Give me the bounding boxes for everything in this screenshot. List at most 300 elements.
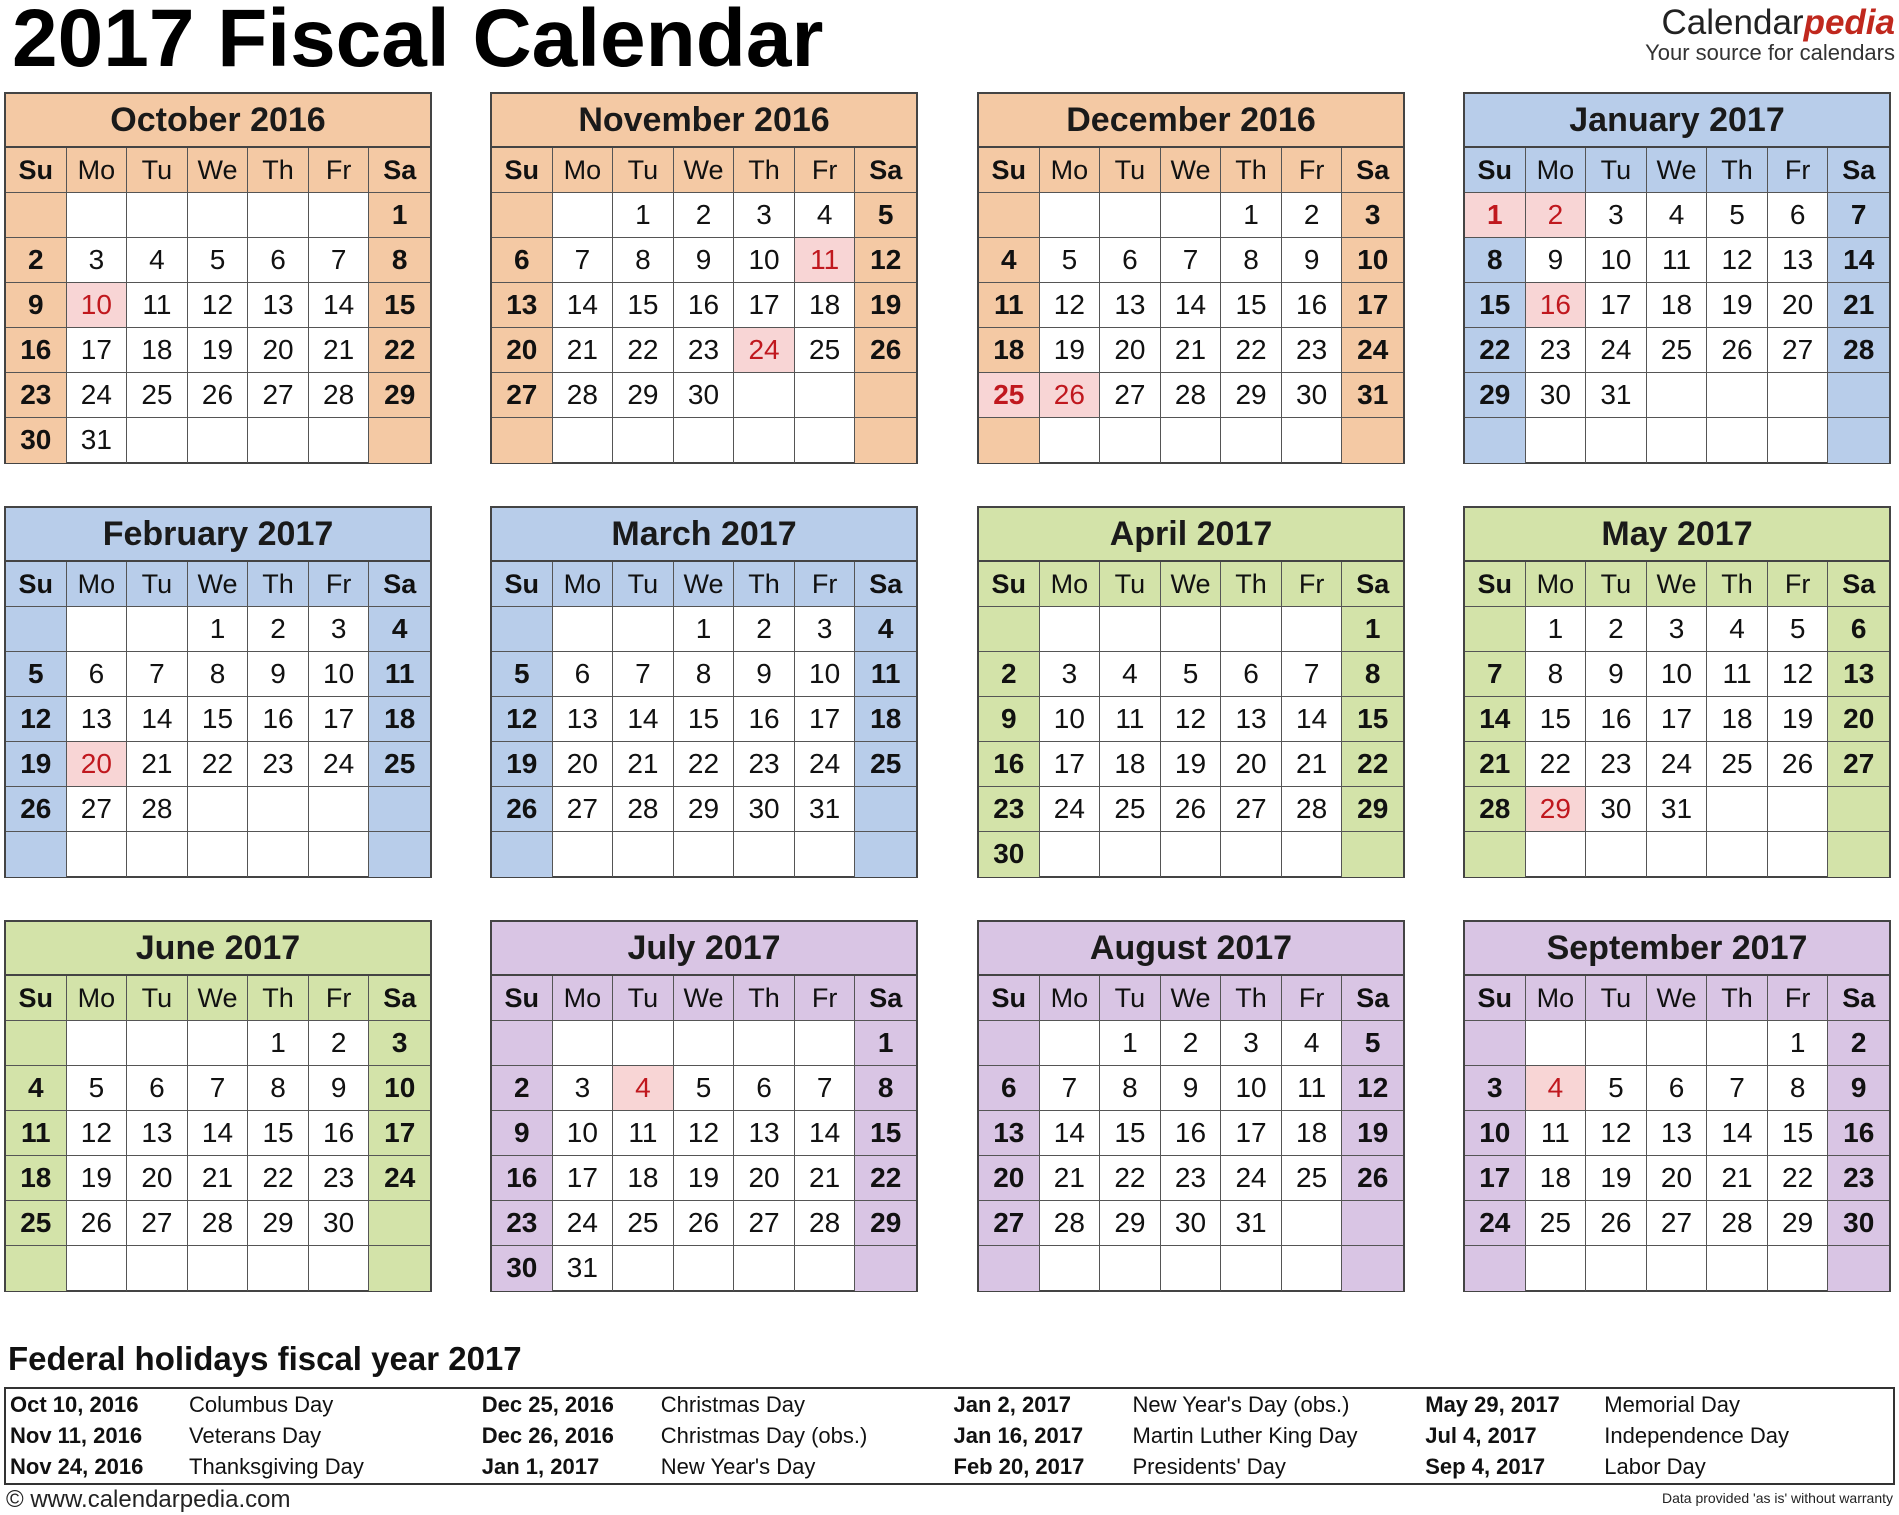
day-cell[interactable]: 14 <box>309 283 370 328</box>
day-cell[interactable]: 5 <box>1586 1066 1647 1111</box>
day-cell[interactable]: 2 <box>1828 1021 1889 1066</box>
day-cell[interactable]: 8 <box>188 652 249 697</box>
day-cell[interactable]: 13 <box>553 697 614 742</box>
day-cell[interactable]: 15 <box>613 283 674 328</box>
day-cell[interactable]: 23 <box>1586 742 1647 787</box>
day-cell[interactable]: 22 <box>1100 1156 1161 1201</box>
day-cell[interactable]: 23 <box>979 787 1040 832</box>
day-cell[interactable]: 15 <box>1768 1111 1829 1156</box>
day-cell[interactable]: 28 <box>1040 1201 1101 1246</box>
day-cell[interactable]: 27 <box>979 1201 1040 1246</box>
day-cell[interactable]: 28 <box>1707 1201 1768 1246</box>
day-cell[interactable]: 21 <box>1161 328 1222 373</box>
day-cell[interactable]: 7 <box>1707 1066 1768 1111</box>
day-cell[interactable]: 29 <box>1768 1201 1829 1246</box>
day-cell[interactable]: 23 <box>1828 1156 1889 1201</box>
day-cell[interactable]: 7 <box>1040 1066 1101 1111</box>
day-cell[interactable]: 22 <box>188 742 249 787</box>
day-cell[interactable]: 14 <box>1161 283 1222 328</box>
day-cell[interactable]: 22 <box>1768 1156 1829 1201</box>
day-cell[interactable]: 1 <box>1526 607 1587 652</box>
day-cell[interactable]: 1 <box>1465 193 1526 238</box>
day-cell[interactable]: 7 <box>1465 652 1526 697</box>
day-cell[interactable]: 15 <box>248 1111 309 1156</box>
day-cell[interactable]: 22 <box>1465 328 1526 373</box>
day-cell[interactable]: 6 <box>1828 607 1889 652</box>
day-cell[interactable]: 2 <box>1526 193 1587 238</box>
day-cell[interactable]: 24 <box>734 328 795 373</box>
brand-logo[interactable] <box>1645 4 1895 64</box>
day-cell[interactable]: 31 <box>553 1246 614 1291</box>
day-cell[interactable]: 5 <box>1161 652 1222 697</box>
day-cell[interactable]: 11 <box>1100 697 1161 742</box>
day-cell[interactable]: 27 <box>67 787 128 832</box>
day-cell[interactable]: 7 <box>1282 652 1343 697</box>
day-cell[interactable]: 12 <box>1342 1066 1403 1111</box>
day-cell[interactable]: 24 <box>553 1201 614 1246</box>
day-cell[interactable]: 21 <box>1707 1156 1768 1201</box>
day-cell[interactable]: 4 <box>127 238 188 283</box>
day-cell[interactable]: 5 <box>855 193 916 238</box>
day-cell[interactable]: 27 <box>734 1201 795 1246</box>
day-cell[interactable]: 18 <box>369 697 430 742</box>
day-cell[interactable]: 26 <box>674 1201 735 1246</box>
day-cell[interactable]: 7 <box>795 1066 856 1111</box>
day-cell[interactable]: 3 <box>553 1066 614 1111</box>
day-cell[interactable]: 9 <box>1828 1066 1889 1111</box>
day-cell[interactable]: 7 <box>127 652 188 697</box>
day-cell[interactable]: 25 <box>6 1201 67 1246</box>
day-cell[interactable]: 14 <box>188 1111 249 1156</box>
day-cell[interactable]: 22 <box>1221 328 1282 373</box>
day-cell[interactable]: 8 <box>1526 652 1587 697</box>
day-cell[interactable]: 21 <box>795 1156 856 1201</box>
day-cell[interactable]: 10 <box>1465 1111 1526 1156</box>
day-cell[interactable]: 3 <box>1465 1066 1526 1111</box>
day-cell[interactable]: 26 <box>492 787 553 832</box>
day-cell[interactable]: 30 <box>979 832 1040 877</box>
day-cell[interactable]: 3 <box>1647 607 1708 652</box>
day-cell[interactable]: 19 <box>1161 742 1222 787</box>
day-cell[interactable]: 8 <box>1768 1066 1829 1111</box>
day-cell[interactable]: 9 <box>734 652 795 697</box>
day-cell[interactable]: 9 <box>1161 1066 1222 1111</box>
day-cell[interactable]: 19 <box>188 328 249 373</box>
day-cell[interactable]: 11 <box>979 283 1040 328</box>
day-cell[interactable]: 20 <box>1100 328 1161 373</box>
day-cell[interactable]: 4 <box>979 238 1040 283</box>
day-cell[interactable]: 20 <box>1647 1156 1708 1201</box>
day-cell[interactable]: 24 <box>1342 328 1403 373</box>
day-cell[interactable]: 4 <box>613 1066 674 1111</box>
day-cell[interactable]: 24 <box>1586 328 1647 373</box>
day-cell[interactable]: 8 <box>369 238 430 283</box>
day-cell[interactable]: 5 <box>674 1066 735 1111</box>
day-cell[interactable]: 25 <box>795 328 856 373</box>
day-cell[interactable]: 5 <box>492 652 553 697</box>
day-cell[interactable]: 5 <box>67 1066 128 1111</box>
day-cell[interactable]: 1 <box>674 607 735 652</box>
day-cell[interactable]: 3 <box>1586 193 1647 238</box>
day-cell[interactable]: 30 <box>6 418 67 463</box>
day-cell[interactable]: 23 <box>1161 1156 1222 1201</box>
day-cell[interactable]: 10 <box>795 652 856 697</box>
day-cell[interactable]: 11 <box>1707 652 1768 697</box>
day-cell[interactable]: 15 <box>1221 283 1282 328</box>
day-cell[interactable]: 18 <box>979 328 1040 373</box>
day-cell[interactable]: 12 <box>1707 238 1768 283</box>
day-cell[interactable]: 23 <box>6 373 67 418</box>
day-cell[interactable]: 25 <box>1647 328 1708 373</box>
day-cell[interactable]: 18 <box>6 1156 67 1201</box>
day-cell[interactable]: 16 <box>492 1156 553 1201</box>
day-cell[interactable]: 15 <box>1100 1111 1161 1156</box>
day-cell[interactable]: 6 <box>979 1066 1040 1111</box>
day-cell[interactable]: 25 <box>1282 1156 1343 1201</box>
day-cell[interactable]: 10 <box>67 283 128 328</box>
day-cell[interactable]: 29 <box>1221 373 1282 418</box>
day-cell[interactable]: 4 <box>6 1066 67 1111</box>
day-cell[interactable]: 29 <box>674 787 735 832</box>
day-cell[interactable]: 2 <box>1282 193 1343 238</box>
day-cell[interactable]: 5 <box>6 652 67 697</box>
day-cell[interactable]: 4 <box>1526 1066 1587 1111</box>
day-cell[interactable]: 18 <box>795 283 856 328</box>
day-cell[interactable]: 21 <box>1465 742 1526 787</box>
day-cell[interactable]: 31 <box>1221 1201 1282 1246</box>
day-cell[interactable]: 6 <box>1647 1066 1708 1111</box>
day-cell[interactable]: 1 <box>1100 1021 1161 1066</box>
day-cell[interactable]: 13 <box>492 283 553 328</box>
day-cell[interactable]: 22 <box>1526 742 1587 787</box>
day-cell[interactable]: 25 <box>979 373 1040 418</box>
day-cell[interactable]: 1 <box>248 1021 309 1066</box>
day-cell[interactable]: 29 <box>1100 1201 1161 1246</box>
day-cell[interactable]: 17 <box>1465 1156 1526 1201</box>
day-cell[interactable]: 30 <box>309 1201 370 1246</box>
day-cell[interactable]: 10 <box>369 1066 430 1111</box>
day-cell[interactable]: 29 <box>1526 787 1587 832</box>
day-cell[interactable]: 30 <box>734 787 795 832</box>
day-cell[interactable]: 3 <box>1221 1021 1282 1066</box>
day-cell[interactable]: 4 <box>1647 193 1708 238</box>
day-cell[interactable]: 17 <box>369 1111 430 1156</box>
day-cell[interactable]: 6 <box>1768 193 1829 238</box>
day-cell[interactable]: 18 <box>613 1156 674 1201</box>
day-cell[interactable]: 19 <box>6 742 67 787</box>
day-cell[interactable]: 2 <box>979 652 1040 697</box>
day-cell[interactable]: 11 <box>613 1111 674 1156</box>
day-cell[interactable]: 6 <box>734 1066 795 1111</box>
day-cell[interactable]: 25 <box>127 373 188 418</box>
day-cell[interactable]: 22 <box>1342 742 1403 787</box>
day-cell[interactable]: 7 <box>553 238 614 283</box>
day-cell[interactable]: 16 <box>6 328 67 373</box>
day-cell[interactable]: 25 <box>1526 1201 1587 1246</box>
day-cell[interactable]: 16 <box>309 1111 370 1156</box>
day-cell[interactable]: 22 <box>613 328 674 373</box>
day-cell[interactable]: 20 <box>1221 742 1282 787</box>
day-cell[interactable]: 17 <box>1586 283 1647 328</box>
day-cell[interactable]: 28 <box>553 373 614 418</box>
day-cell[interactable]: 10 <box>553 1111 614 1156</box>
day-cell[interactable]: 1 <box>855 1021 916 1066</box>
day-cell[interactable]: 29 <box>1465 373 1526 418</box>
day-cell[interactable]: 20 <box>979 1156 1040 1201</box>
day-cell[interactable]: 26 <box>188 373 249 418</box>
day-cell[interactable]: 5 <box>1768 607 1829 652</box>
day-cell[interactable]: 3 <box>1342 193 1403 238</box>
day-cell[interactable]: 18 <box>1282 1111 1343 1156</box>
day-cell[interactable]: 6 <box>492 238 553 283</box>
day-cell[interactable]: 14 <box>1707 1111 1768 1156</box>
footer-copyright[interactable]: © www.calendarpedia.com <box>6 1486 291 1513</box>
day-cell[interactable]: 6 <box>1100 238 1161 283</box>
day-cell[interactable]: 17 <box>1221 1111 1282 1156</box>
day-cell[interactable]: 10 <box>1647 652 1708 697</box>
day-cell[interactable]: 28 <box>613 787 674 832</box>
day-cell[interactable]: 26 <box>1586 1201 1647 1246</box>
day-cell[interactable]: 7 <box>188 1066 249 1111</box>
day-cell[interactable]: 30 <box>1161 1201 1222 1246</box>
day-cell[interactable]: 25 <box>855 742 916 787</box>
day-cell[interactable]: 23 <box>674 328 735 373</box>
day-cell[interactable]: 3 <box>795 607 856 652</box>
day-cell[interactable]: 7 <box>309 238 370 283</box>
day-cell[interactable]: 15 <box>1526 697 1587 742</box>
day-cell[interactable]: 23 <box>734 742 795 787</box>
day-cell[interactable]: 8 <box>248 1066 309 1111</box>
day-cell[interactable]: 9 <box>6 283 67 328</box>
day-cell[interactable]: 26 <box>855 328 916 373</box>
day-cell[interactable]: 10 <box>1040 697 1101 742</box>
day-cell[interactable]: 27 <box>1828 742 1889 787</box>
day-cell[interactable]: 13 <box>979 1111 1040 1156</box>
day-cell[interactable]: 19 <box>67 1156 128 1201</box>
day-cell[interactable]: 19 <box>1707 283 1768 328</box>
day-cell[interactable]: 8 <box>674 652 735 697</box>
day-cell[interactable]: 18 <box>1526 1156 1587 1201</box>
day-cell[interactable]: 1 <box>1342 607 1403 652</box>
day-cell[interactable]: 9 <box>309 1066 370 1111</box>
day-cell[interactable]: 10 <box>1221 1066 1282 1111</box>
day-cell[interactable]: 26 <box>67 1201 128 1246</box>
day-cell[interactable]: 10 <box>309 652 370 697</box>
day-cell[interactable]: 8 <box>613 238 674 283</box>
day-cell[interactable]: 19 <box>492 742 553 787</box>
day-cell[interactable]: 27 <box>1647 1201 1708 1246</box>
day-cell[interactable]: 2 <box>674 193 735 238</box>
day-cell[interactable]: 7 <box>1828 193 1889 238</box>
day-cell[interactable]: 18 <box>1647 283 1708 328</box>
day-cell[interactable]: 12 <box>67 1111 128 1156</box>
day-cell[interactable]: 2 <box>734 607 795 652</box>
day-cell[interactable]: 1 <box>1221 193 1282 238</box>
day-cell[interactable]: 29 <box>248 1201 309 1246</box>
day-cell[interactable]: 3 <box>309 607 370 652</box>
day-cell[interactable]: 8 <box>1221 238 1282 283</box>
day-cell[interactable]: 23 <box>492 1201 553 1246</box>
day-cell[interactable]: 4 <box>795 193 856 238</box>
day-cell[interactable]: 15 <box>369 283 430 328</box>
day-cell[interactable]: 25 <box>369 742 430 787</box>
day-cell[interactable]: 30 <box>1526 373 1587 418</box>
day-cell[interactable]: 16 <box>1526 283 1587 328</box>
day-cell[interactable]: 26 <box>1342 1156 1403 1201</box>
day-cell[interactable]: 30 <box>1828 1201 1889 1246</box>
day-cell[interactable]: 28 <box>1828 328 1889 373</box>
day-cell[interactable]: 27 <box>492 373 553 418</box>
day-cell[interactable]: 5 <box>1707 193 1768 238</box>
day-cell[interactable]: 13 <box>127 1111 188 1156</box>
day-cell[interactable]: 9 <box>1282 238 1343 283</box>
day-cell[interactable]: 2 <box>1586 607 1647 652</box>
day-cell[interactable]: 17 <box>309 697 370 742</box>
day-cell[interactable]: 13 <box>67 697 128 742</box>
day-cell[interactable]: 17 <box>734 283 795 328</box>
day-cell[interactable]: 15 <box>1465 283 1526 328</box>
day-cell[interactable]: 3 <box>734 193 795 238</box>
day-cell[interactable]: 20 <box>734 1156 795 1201</box>
day-cell[interactable]: 10 <box>1586 238 1647 283</box>
day-cell[interactable]: 1 <box>613 193 674 238</box>
day-cell[interactable]: 27 <box>553 787 614 832</box>
day-cell[interactable]: 26 <box>6 787 67 832</box>
day-cell[interactable]: 17 <box>553 1156 614 1201</box>
day-cell[interactable]: 30 <box>1282 373 1343 418</box>
day-cell[interactable]: 20 <box>1768 283 1829 328</box>
day-cell[interactable]: 12 <box>1161 697 1222 742</box>
day-cell[interactable]: 1 <box>369 193 430 238</box>
day-cell[interactable]: 9 <box>1526 238 1587 283</box>
day-cell[interactable]: 28 <box>1282 787 1343 832</box>
day-cell[interactable]: 4 <box>1707 607 1768 652</box>
day-cell[interactable]: 17 <box>795 697 856 742</box>
day-cell[interactable]: 2 <box>1161 1021 1222 1066</box>
day-cell[interactable]: 25 <box>1100 787 1161 832</box>
day-cell[interactable]: 14 <box>127 697 188 742</box>
day-cell[interactable]: 6 <box>127 1066 188 1111</box>
day-cell[interactable]: 29 <box>855 1201 916 1246</box>
day-cell[interactable]: 11 <box>6 1111 67 1156</box>
day-cell[interactable]: 11 <box>855 652 916 697</box>
day-cell[interactable]: 16 <box>1161 1111 1222 1156</box>
day-cell[interactable]: 20 <box>67 742 128 787</box>
day-cell[interactable]: 7 <box>613 652 674 697</box>
day-cell[interactable]: 12 <box>855 238 916 283</box>
day-cell[interactable]: 8 <box>855 1066 916 1111</box>
day-cell[interactable]: 30 <box>1586 787 1647 832</box>
day-cell[interactable]: 14 <box>795 1111 856 1156</box>
day-cell[interactable]: 27 <box>1100 373 1161 418</box>
day-cell[interactable]: 6 <box>1221 652 1282 697</box>
day-cell[interactable]: 8 <box>1465 238 1526 283</box>
day-cell[interactable]: 14 <box>1282 697 1343 742</box>
day-cell[interactable]: 13 <box>1647 1111 1708 1156</box>
day-cell[interactable]: 26 <box>1161 787 1222 832</box>
day-cell[interactable]: 13 <box>1768 238 1829 283</box>
day-cell[interactable]: 14 <box>1465 697 1526 742</box>
day-cell[interactable]: 10 <box>734 238 795 283</box>
day-cell[interactable]: 19 <box>1768 697 1829 742</box>
day-cell[interactable]: 20 <box>127 1156 188 1201</box>
day-cell[interactable]: 6 <box>67 652 128 697</box>
day-cell[interactable]: 9 <box>492 1111 553 1156</box>
day-cell[interactable]: 23 <box>1282 328 1343 373</box>
day-cell[interactable]: 2 <box>492 1066 553 1111</box>
day-cell[interactable]: 24 <box>1221 1156 1282 1201</box>
day-cell[interactable]: 20 <box>553 742 614 787</box>
day-cell[interactable]: 1 <box>1768 1021 1829 1066</box>
day-cell[interactable]: 30 <box>674 373 735 418</box>
day-cell[interactable]: 21 <box>553 328 614 373</box>
day-cell[interactable]: 16 <box>1586 697 1647 742</box>
day-cell[interactable]: 31 <box>1342 373 1403 418</box>
day-cell[interactable]: 14 <box>1828 238 1889 283</box>
day-cell[interactable]: 20 <box>1828 697 1889 742</box>
day-cell[interactable]: 20 <box>492 328 553 373</box>
day-cell[interactable]: 26 <box>1768 742 1829 787</box>
day-cell[interactable]: 2 <box>6 238 67 283</box>
day-cell[interactable]: 15 <box>674 697 735 742</box>
day-cell[interactable]: 24 <box>795 742 856 787</box>
day-cell[interactable]: 27 <box>127 1201 188 1246</box>
day-cell[interactable]: 15 <box>1342 697 1403 742</box>
day-cell[interactable]: 14 <box>613 697 674 742</box>
day-cell[interactable]: 19 <box>1586 1156 1647 1201</box>
day-cell[interactable]: 17 <box>1342 283 1403 328</box>
day-cell[interactable]: 12 <box>1586 1111 1647 1156</box>
day-cell[interactable]: 25 <box>613 1201 674 1246</box>
day-cell[interactable]: 22 <box>855 1156 916 1201</box>
day-cell[interactable]: 12 <box>1768 652 1829 697</box>
day-cell[interactable]: 7 <box>1161 238 1222 283</box>
day-cell[interactable]: 1 <box>188 607 249 652</box>
day-cell[interactable]: 6 <box>248 238 309 283</box>
day-cell[interactable]: 3 <box>67 238 128 283</box>
day-cell[interactable]: 4 <box>369 607 430 652</box>
day-cell[interactable]: 16 <box>248 697 309 742</box>
day-cell[interactable]: 22 <box>248 1156 309 1201</box>
day-cell[interactable]: 28 <box>1465 787 1526 832</box>
day-cell[interactable]: 4 <box>1282 1021 1343 1066</box>
day-cell[interactable]: 11 <box>1647 238 1708 283</box>
day-cell[interactable]: 11 <box>1282 1066 1343 1111</box>
day-cell[interactable]: 27 <box>248 373 309 418</box>
day-cell[interactable]: 21 <box>1040 1156 1101 1201</box>
day-cell[interactable]: 31 <box>1647 787 1708 832</box>
day-cell[interactable]: 5 <box>188 238 249 283</box>
day-cell[interactable]: 24 <box>1465 1201 1526 1246</box>
day-cell[interactable]: 12 <box>1040 283 1101 328</box>
day-cell[interactable]: 16 <box>734 697 795 742</box>
day-cell[interactable]: 13 <box>248 283 309 328</box>
day-cell[interactable]: 2 <box>309 1021 370 1066</box>
day-cell[interactable]: 16 <box>674 283 735 328</box>
day-cell[interactable]: 18 <box>855 697 916 742</box>
day-cell[interactable]: 23 <box>1526 328 1587 373</box>
day-cell[interactable]: 29 <box>613 373 674 418</box>
day-cell[interactable]: 8 <box>1100 1066 1161 1111</box>
day-cell[interactable]: 24 <box>1647 742 1708 787</box>
day-cell[interactable]: 22 <box>674 742 735 787</box>
day-cell[interactable]: 13 <box>734 1111 795 1156</box>
day-cell[interactable]: 6 <box>553 652 614 697</box>
day-cell[interactable]: 29 <box>1342 787 1403 832</box>
day-cell[interactable]: 17 <box>67 328 128 373</box>
day-cell[interactable]: 18 <box>1100 742 1161 787</box>
day-cell[interactable]: 13 <box>1828 652 1889 697</box>
